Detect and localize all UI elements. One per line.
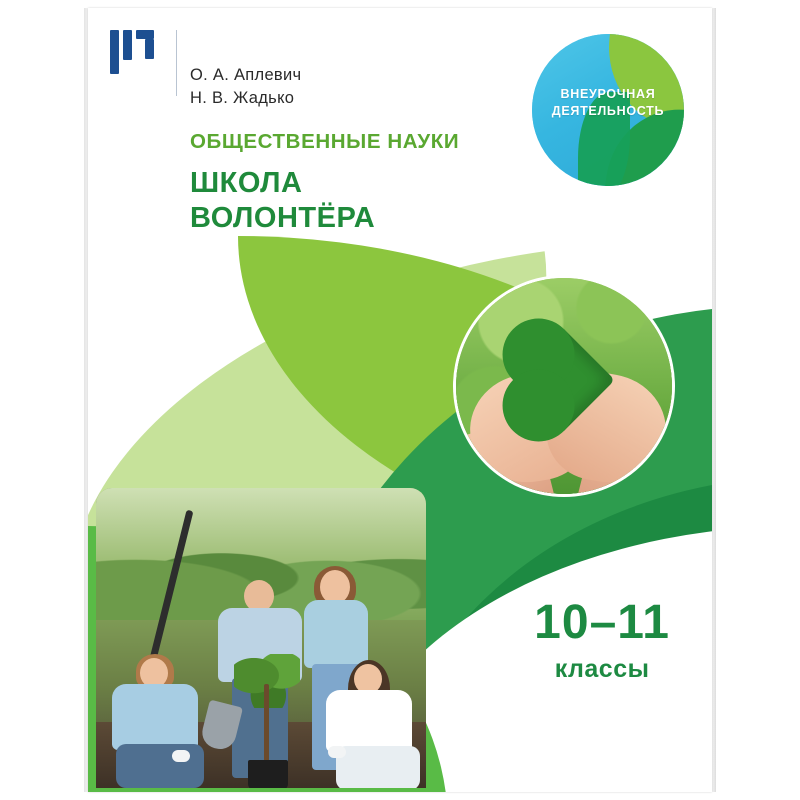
planting-photo [96, 488, 426, 788]
hands-heart-photo [456, 278, 672, 494]
page-edge-right [712, 8, 716, 792]
prosveshchenie-logo-icon [110, 30, 154, 74]
book-title-line-2: ВОЛОНТЁРА [190, 202, 376, 235]
badge-line-2: ДЕЯТЕЛЬНОСТЬ [551, 103, 665, 118]
volunteer-crouching-left [106, 658, 226, 788]
plant-pot [248, 760, 288, 788]
author-2: Н. В. Жадько [190, 88, 295, 107]
grade-number: 10–11 [534, 596, 670, 649]
glove-left [172, 750, 190, 762]
cover-artwork [88, 226, 712, 792]
badge-text [532, 86, 684, 120]
grade-label: классы [554, 655, 650, 683]
authors-block [190, 64, 301, 110]
author-1: О. А. Аплевич [190, 66, 302, 84]
cover-sheet [88, 8, 712, 792]
volunteer-crouching-right [292, 664, 422, 788]
header-divider [176, 30, 177, 96]
book-title-line-1: ШКОЛА [190, 167, 303, 199]
subject-title: ОБЩЕСТВЕННЫЕ НАУКИ [190, 130, 460, 153]
badge-line-1: ВНЕУРОЧНАЯ [560, 87, 656, 101]
sapling-stem [264, 684, 269, 768]
series-badge [532, 34, 684, 186]
glove-right [328, 746, 346, 758]
grade-block [534, 596, 670, 684]
